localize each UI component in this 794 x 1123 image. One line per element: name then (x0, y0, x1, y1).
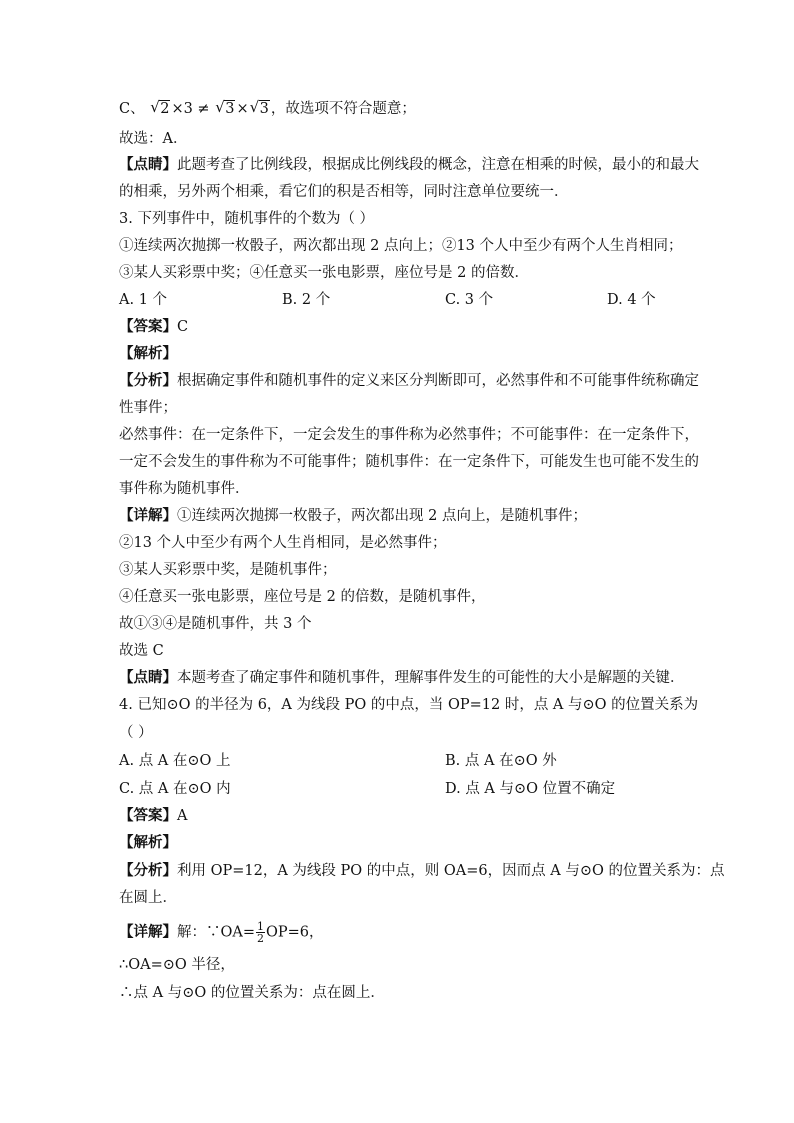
q3-option-d: D. 4 个 (607, 292, 656, 308)
answer-value: A (177, 808, 188, 824)
q4-detail2: ∴OA=⊙O 半径， (119, 957, 235, 973)
sqrt-expression: √ 3 (215, 98, 235, 117)
sqrt-expression: √ 3 (249, 98, 269, 117)
note1-line (119, 155, 699, 175)
q4-option-d: D. 点 A 与⊙O 位置不确定 (445, 781, 616, 797)
q3-option-a: A. 1 个 (119, 292, 168, 308)
q3-def3: 事件称为随机事件． (119, 481, 250, 497)
q4-analysis-tag: 【解析】 (119, 834, 177, 851)
q4-option-b: B. 点 A 在⊙O 外 (445, 753, 557, 769)
q4-option-c: C. 点 A 在⊙O 内 (119, 781, 231, 797)
fenxi-text: 根据确定事件和随机事件的定义来区分判断即可，必然事件和不可能事件统称确定 (177, 373, 699, 389)
note-tag: 【点睛】 (119, 156, 177, 173)
detail-pre: 解：∵OA= (177, 924, 256, 941)
q3-detail4: ④任意买一张电影票，座位号是 2 的倍数，是随机事件， (119, 589, 486, 605)
detail-post: OP=6， (266, 924, 324, 941)
answer-value: C (177, 319, 189, 335)
detail-text: ①连续两次抛掷一枚骰子，两次都出现 2 点向上，是随机事件； (177, 508, 587, 524)
note2-line (119, 668, 685, 688)
answer-tag: 【答案】 (119, 807, 177, 824)
choose-line: 故选：A． (119, 131, 188, 147)
note-text: 此题考查了比例线段，根据成比例线段的概念，注意在相乘的时候，最小的和最大 (177, 157, 699, 173)
q3-detail5: 故①③④是随机事件，共 3 个 (119, 616, 312, 632)
q4-answer-line (119, 806, 187, 826)
fraction-one-half: $\frac{1}{2}$ (257, 920, 265, 945)
sqrt-expression: √ 2 (150, 98, 170, 117)
q3-line2: ③某人买彩票中奖；④任意买一张电影票，座位号是 2 的倍数． (119, 265, 529, 281)
note1-cont: 的相乘，另外两个相乘，看它们的积是否相等，同时注意单位要统一． (119, 184, 569, 200)
q3-choose: 故选 C (119, 643, 164, 659)
option-c-label: C、 (119, 101, 145, 117)
fenxi-text: 利用 OP=12，A 为线段 PO 的中点，则 OA=6，因而点 A 与⊙O 的位置关系为：点 (177, 863, 725, 879)
fenxi-tag: 【分析】 (119, 372, 177, 389)
q4-paren: （ ） (119, 725, 153, 741)
q3-def2: 一定不会发生的事件称为不可能事件；随机事件：在一定条件下，可能发生也可能不发生的 (119, 454, 699, 470)
note-tag: 【点睛】 (119, 669, 177, 686)
q4-stem: 4. 已知⊙O 的半径为 6，A 为线段 PO 的中点，当 OP=12 时，点 A 与⊙O 的位置关系为 (119, 697, 699, 713)
q3-fenxi-line (119, 371, 699, 391)
option-c-line (119, 99, 416, 119)
q4-fenxi-cont: 在圆上． (119, 890, 177, 906)
detail-tag: 【详解】 (119, 923, 177, 941)
option-c-tail: ，故选项不符合题意； (270, 101, 416, 117)
note-text: 本题考查了确定事件和随机事件，理解事件发生的可能性的大小是解题的关键． (177, 670, 685, 686)
q3-detail3: ③某人买彩票中奖，是随机事件； (119, 562, 337, 578)
q4-fenxi-line (119, 861, 724, 881)
q3-option-b: B. 2 个 (282, 292, 331, 308)
detail-tag: 【详解】 (119, 507, 177, 524)
q3-line1: ①连续两次抛掷一枚骰子，两次都出现 2 点向上；②13 个人中至少有两个人生肖相同； (119, 238, 683, 254)
times-text: × (236, 101, 249, 117)
answer-tag: 【答案】 (119, 318, 177, 335)
q3-answer-line (119, 317, 188, 337)
q3-detail-line (119, 506, 587, 526)
times-three-text: ×3 ≠ (171, 101, 210, 117)
q4-option-a: A. 点 A 在⊙O 上 (119, 753, 231, 769)
q3-fenxi-cont: 性事件； (119, 400, 177, 416)
q3-analysis-tag: 【解析】 (119, 345, 177, 362)
q3-detail2: ②13 个人中至少有两个人生肖相同，是必然事件； (119, 535, 447, 551)
q4-detail-line (119, 921, 324, 944)
q4-detail3: ∴点 A 与⊙O 的位置关系为：点在圆上． (119, 985, 385, 1001)
q3-option-c: C. 3 个 (445, 292, 494, 308)
fenxi-tag: 【分析】 (119, 862, 177, 879)
q3-stem: 3. 下列事件中，随机事件的个数为（ ） (119, 211, 375, 227)
q3-def1: 必然事件：在一定条件下，一定会发生的事件称为必然事件；不可能事件：在一定条件下， (119, 427, 699, 443)
